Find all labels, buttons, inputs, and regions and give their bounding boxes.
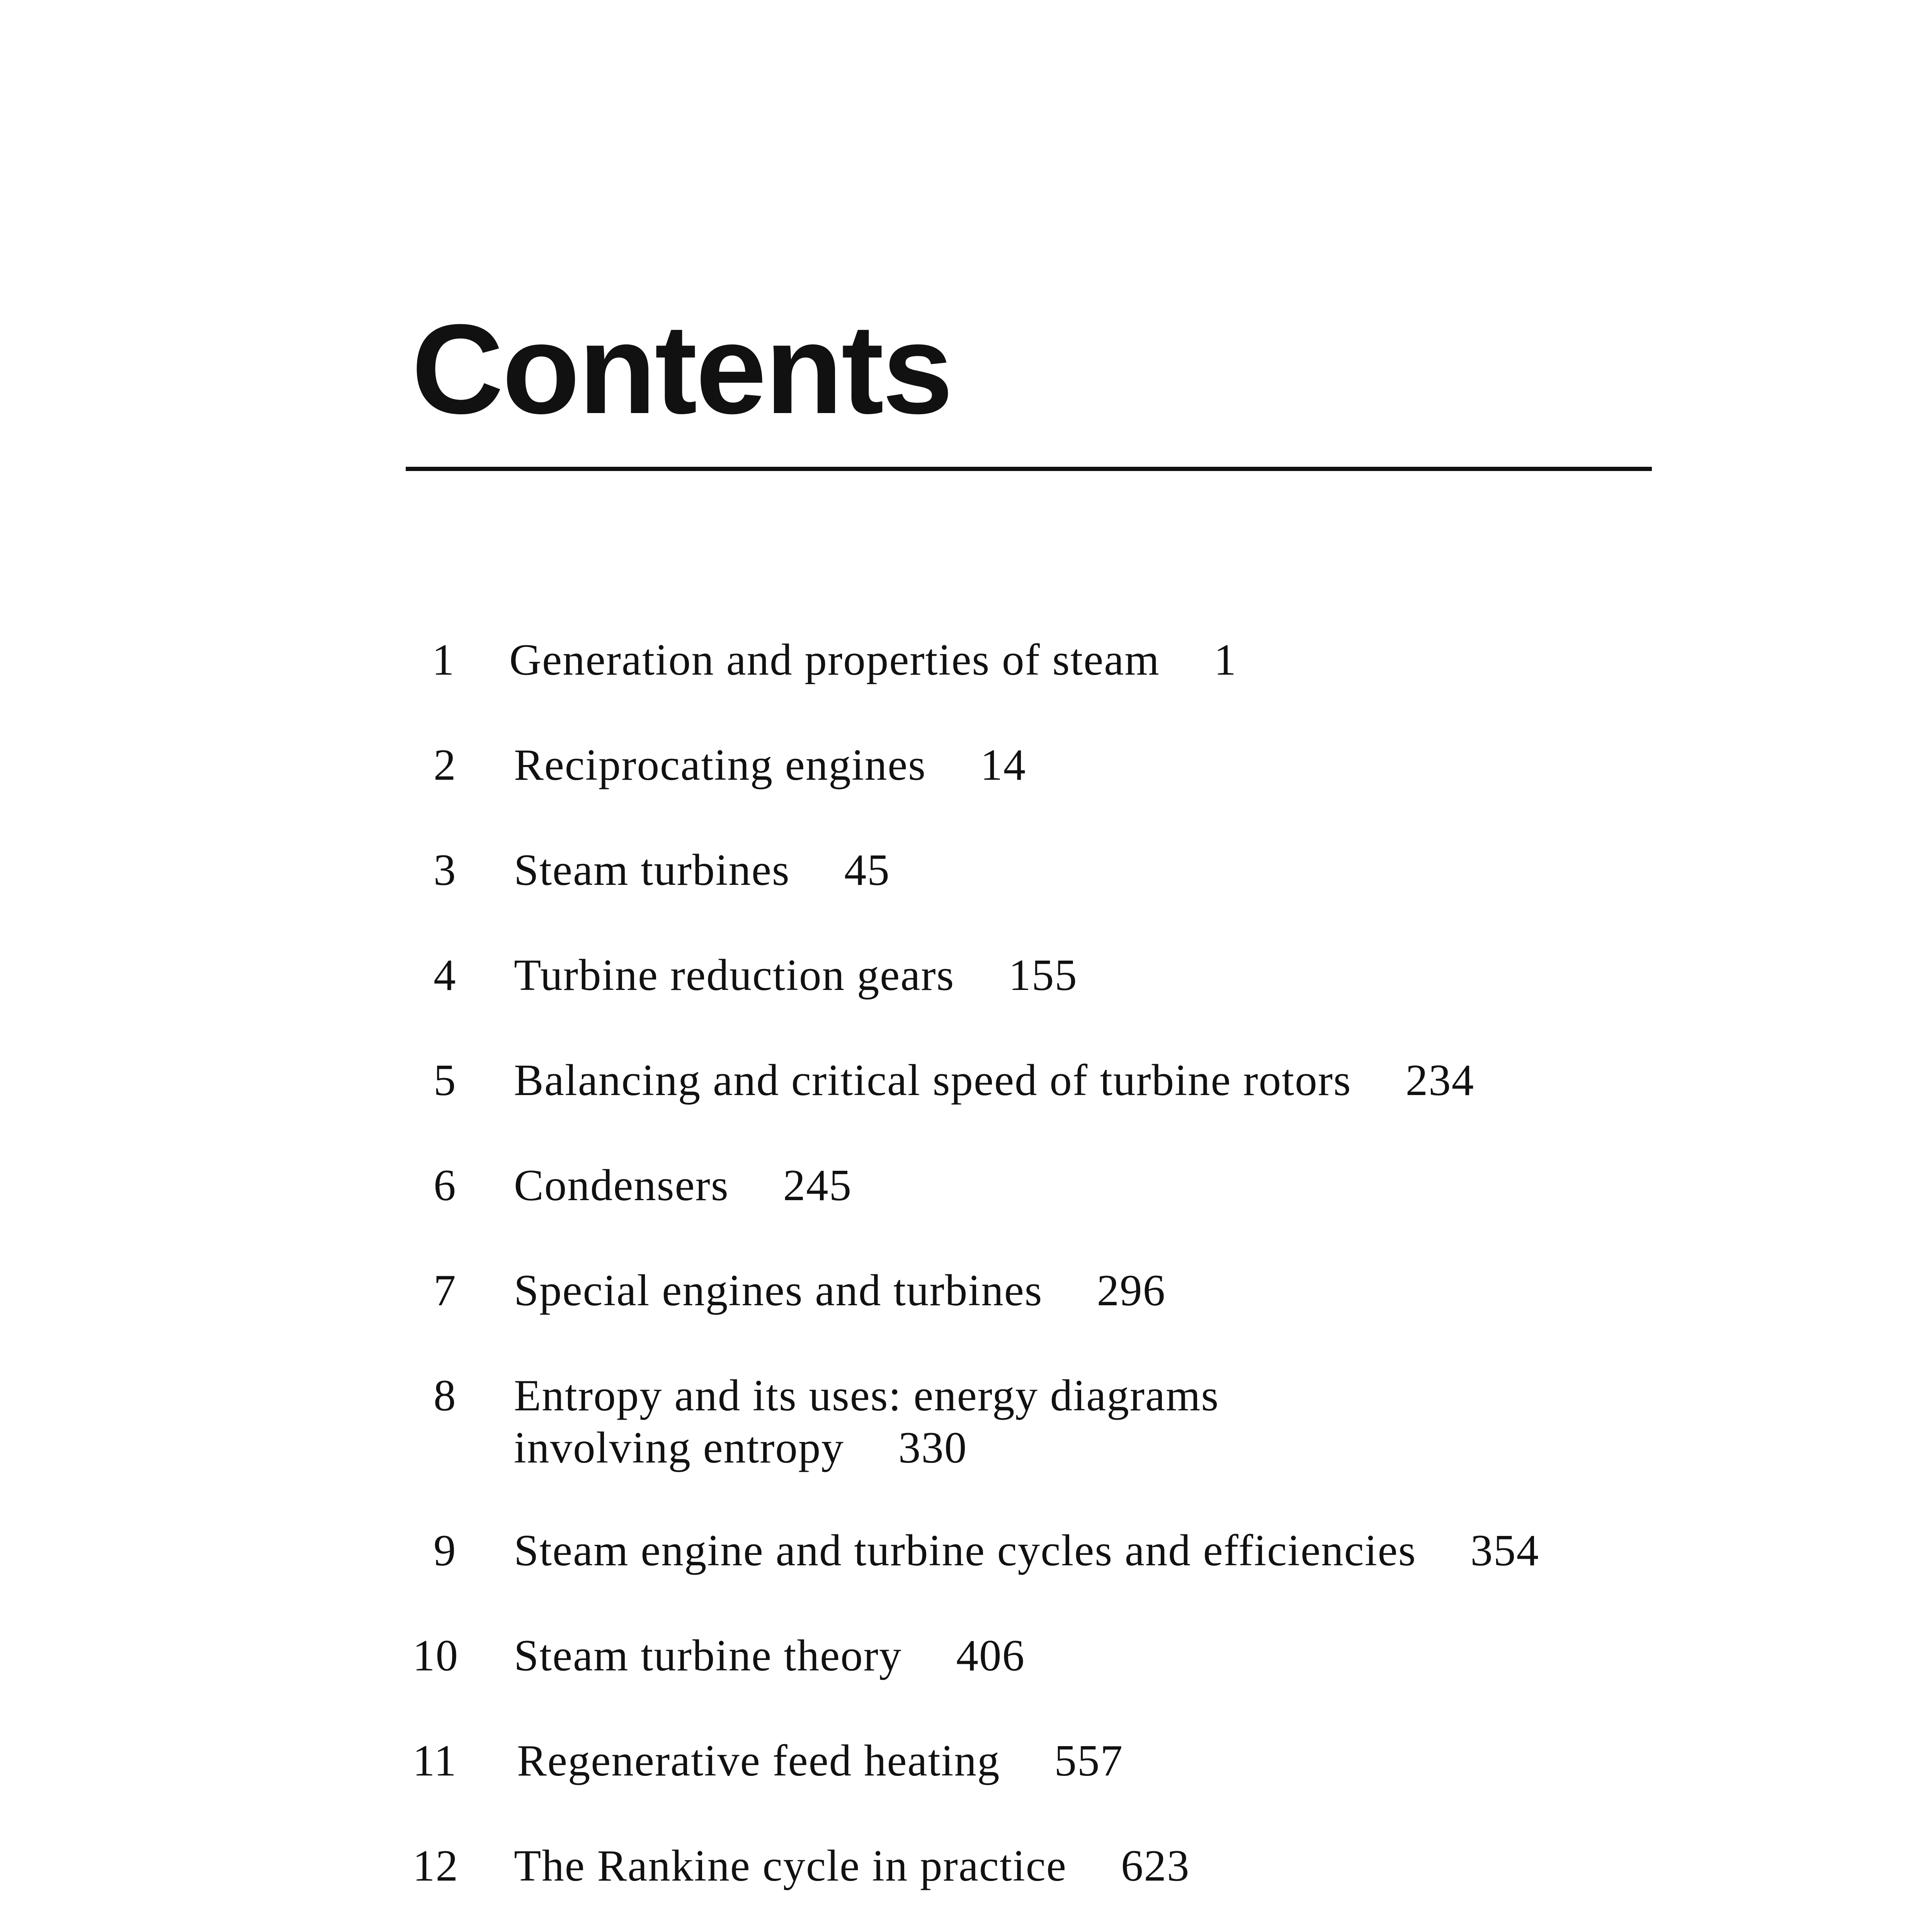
chapter-title: Special engines and turbines 296 (514, 1266, 1166, 1315)
page-number: 557 (1054, 1736, 1123, 1785)
chapter-number: 5 (434, 1056, 457, 1105)
chapter-title: Condensers 245 (514, 1161, 852, 1210)
chapter-number: 11 (413, 1736, 457, 1785)
chapter-number: 2 (434, 740, 457, 789)
chapter-title: Balancing and critical speed of turbine rotors 234 (514, 1056, 1475, 1105)
chapter-title: Steam engine and turbine cycles and efficiencies 354 (514, 1526, 1539, 1575)
chapter-number: 1 (432, 635, 455, 684)
page-number: 1 (1214, 635, 1237, 684)
chapter-title: Regenerative feed heating 557 (517, 1736, 1123, 1785)
page-number: 623 (1121, 1841, 1190, 1890)
chapter-title: The Rankine cycle in practice 623 (514, 1841, 1190, 1890)
chapter-title: Generation and properties of steam 1 (509, 635, 1237, 684)
chapter-title: Steam turbines 45 (514, 845, 890, 895)
page-number: 45 (844, 845, 890, 895)
chapter-number: 9 (434, 1526, 457, 1575)
page-number: 296 (1097, 1266, 1166, 1315)
page-number: 354 (1470, 1526, 1539, 1575)
page-number: 245 (783, 1161, 852, 1210)
page-number: 155 (1009, 951, 1078, 1000)
chapter-number: 3 (434, 845, 457, 895)
chapter-number: 4 (434, 951, 457, 1000)
page-number: 234 (1405, 1056, 1475, 1105)
chapter-title: Entropy and its uses: energy diagrams involving entropy 330 (514, 1371, 1219, 1472)
page-title: Contents (412, 298, 952, 440)
page-number: 406 (956, 1631, 1025, 1680)
title-rule (406, 467, 1652, 471)
chapter-title: Steam turbine theory 406 (514, 1631, 1025, 1680)
page-number: 14 (980, 740, 1027, 789)
chapter-number: 8 (434, 1371, 457, 1420)
chapter-number: 6 (434, 1161, 457, 1210)
chapter-title: Reciprocating engines 14 (514, 740, 1027, 789)
page-number: 330 (898, 1423, 968, 1472)
chapter-title: Turbine reduction gears 155 (514, 951, 1078, 1000)
chapter-number: 12 (413, 1841, 459, 1890)
chapter-number: 7 (434, 1266, 457, 1315)
chapter-number: 10 (413, 1631, 459, 1680)
